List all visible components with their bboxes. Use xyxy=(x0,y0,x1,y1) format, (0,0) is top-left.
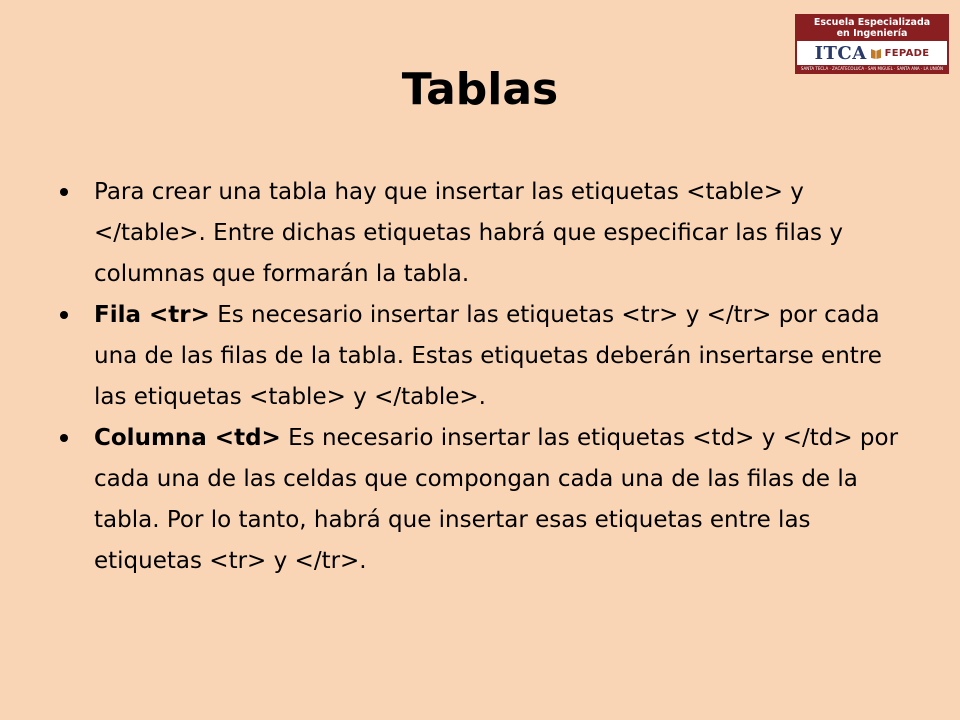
bullet-dot-icon xyxy=(60,434,68,442)
bullet-text: Es necesario insertar las etiquetas <tr> y </tr> por cada una de las filas de la tabla. Estas etiquetas deberán insertarse entre las etiquetas <table> y </table>. xyxy=(94,302,882,410)
logo-itca-text: ITCA xyxy=(814,42,867,64)
bullet-item xyxy=(56,295,916,418)
bullet-item xyxy=(56,172,916,295)
bullet-text: Es necesario insertar las etiquetas <td> y </td> por cada una de las celdas que compongan cada una de las filas de la tabla. Por lo tanto, habrá que insertar esas etiquetas entre las etiquetas <tr> y </tr>. xyxy=(94,425,899,574)
bullet-lead: Fila <tr> xyxy=(94,302,210,328)
bullet-dot-icon xyxy=(60,311,68,319)
logo-fepade-text: FEPADE xyxy=(884,47,930,59)
bullet-item xyxy=(56,418,916,582)
bullet-text: Para crear una tabla hay que insertar las etiquetas <table> y </table>. Entre dichas etiquetas habrá que especificar las filas y columnas que formarán la tabla. xyxy=(94,179,843,287)
bullet-dot-icon xyxy=(60,188,68,196)
logo-campuses: SANTA TECLA · ZACATECOLUCA · SAN MIGUEL · SANTA ANA · LA UNIÓN xyxy=(797,65,947,72)
slide-title: Tablas xyxy=(401,64,559,115)
logo-header xyxy=(797,16,947,41)
slide-body xyxy=(56,172,916,582)
logo-line2: en Ingeniería xyxy=(836,27,908,39)
bullet-lead: Columna <td> xyxy=(94,425,281,451)
bullet-list xyxy=(56,172,916,582)
logo-line1: Escuela Especializada xyxy=(813,17,931,28)
